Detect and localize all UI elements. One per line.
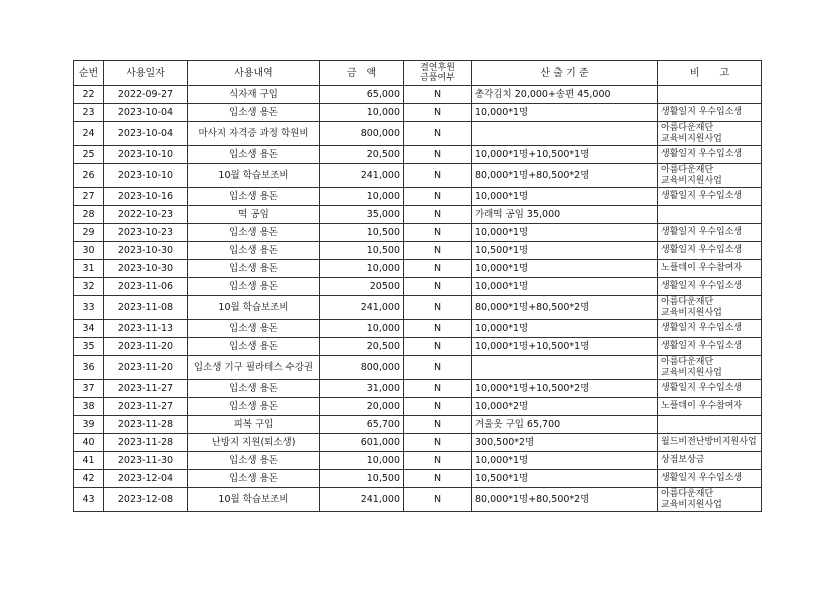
row-note-line1: 아름다운재단 xyxy=(661,164,714,175)
row-number: 22 xyxy=(74,86,104,104)
row-note-line2: 교육비지원사업 xyxy=(661,499,722,510)
row-description: 입소생 용돈 xyxy=(188,224,320,242)
row-sponsor-flag: N xyxy=(404,242,472,260)
row-amount: 31,000 xyxy=(320,380,404,398)
header-sponsor-line2: 금품여부 xyxy=(420,73,455,83)
row-sponsor-flag: N xyxy=(404,416,472,434)
row-note-line1: 아름다운재단 xyxy=(661,356,714,367)
row-sponsor-flag: N xyxy=(404,188,472,206)
row-date: 2022-09-27 xyxy=(104,86,188,104)
row-note-line1: 아름다운재단 xyxy=(661,122,714,133)
row-description: 입소생 용돈 xyxy=(188,278,320,296)
row-date: 2023-11-20 xyxy=(104,356,188,380)
table-row xyxy=(74,452,762,470)
table-row xyxy=(74,86,762,104)
row-sponsor-flag: N xyxy=(404,260,472,278)
row-amount: 35,000 xyxy=(320,206,404,224)
row-basis: 10,000*1명 xyxy=(472,452,658,470)
row-amount: 65,700 xyxy=(320,416,404,434)
row-number: 35 xyxy=(74,338,104,356)
table-row xyxy=(74,296,762,320)
row-note xyxy=(658,356,762,380)
row-description: 입소생 용돈 xyxy=(188,470,320,488)
row-sponsor-flag: N xyxy=(404,224,472,242)
row-amount: 10,500 xyxy=(320,470,404,488)
row-description: 식자재 구입 xyxy=(188,86,320,104)
row-number: 37 xyxy=(74,380,104,398)
header-amount: 금 액 xyxy=(320,61,404,86)
row-number: 23 xyxy=(74,104,104,122)
row-description: 입소생 용돈 xyxy=(188,320,320,338)
row-basis: 300,500*2명 xyxy=(472,434,658,452)
row-number: 33 xyxy=(74,296,104,320)
row-sponsor-flag: N xyxy=(404,434,472,452)
row-note-line2: 교육비지원사업 xyxy=(661,133,722,144)
row-date: 2023-11-20 xyxy=(104,338,188,356)
row-number: 26 xyxy=(74,164,104,188)
row-note: 노플데이 우수참여자 xyxy=(658,398,762,416)
row-amount: 10,000 xyxy=(320,320,404,338)
row-amount: 10,000 xyxy=(320,104,404,122)
row-sponsor-flag: N xyxy=(404,278,472,296)
row-basis: 10,000*1명 xyxy=(472,278,658,296)
table-row xyxy=(74,122,762,146)
table-row xyxy=(74,380,762,398)
row-number: 24 xyxy=(74,122,104,146)
row-date: 2023-10-10 xyxy=(104,164,188,188)
row-number: 27 xyxy=(74,188,104,206)
row-note-line1: 아름다운재단 xyxy=(661,296,714,307)
row-basis: 총각김치 20,000+송편 45,000 xyxy=(472,86,658,104)
header-date: 사용일자 xyxy=(104,61,188,86)
row-note: 생활일지 우수입소생 xyxy=(658,338,762,356)
header-no: 순번 xyxy=(74,61,104,86)
row-description: 입소생 용돈 xyxy=(188,188,320,206)
table-row xyxy=(74,488,762,512)
table-row xyxy=(74,206,762,224)
row-sponsor-flag: N xyxy=(404,146,472,164)
row-sponsor-flag: N xyxy=(404,206,472,224)
row-amount: 800,000 xyxy=(320,122,404,146)
row-amount: 10,500 xyxy=(320,224,404,242)
row-description: 입소생 용돈 xyxy=(188,380,320,398)
row-note: 생활일지 우수입소생 xyxy=(658,320,762,338)
row-date: 2023-12-04 xyxy=(104,470,188,488)
row-number: 29 xyxy=(74,224,104,242)
row-description: 입소생 용돈 xyxy=(188,146,320,164)
header-basis: 산 출 기 준 xyxy=(472,61,658,86)
row-number: 39 xyxy=(74,416,104,434)
header-row xyxy=(74,61,762,86)
row-note xyxy=(658,206,762,224)
table-row xyxy=(74,188,762,206)
row-note: 노플데이 우수참여자 xyxy=(658,260,762,278)
row-sponsor-flag: N xyxy=(404,86,472,104)
row-note: 월드비전난방비지원사업 xyxy=(658,434,762,452)
row-basis xyxy=(472,122,658,146)
row-note: 생활일지 우수입소생 xyxy=(658,242,762,260)
table-row xyxy=(74,260,762,278)
row-sponsor-flag: N xyxy=(404,452,472,470)
table-row xyxy=(74,416,762,434)
row-description: 입소생 용돈 xyxy=(188,260,320,278)
row-sponsor-flag: N xyxy=(404,320,472,338)
row-description: 10월 학습보조비 xyxy=(188,164,320,188)
row-date: 2023-11-28 xyxy=(104,416,188,434)
row-sponsor-flag: N xyxy=(404,338,472,356)
table-row xyxy=(74,434,762,452)
row-number: 43 xyxy=(74,488,104,512)
row-number: 31 xyxy=(74,260,104,278)
row-amount: 241,000 xyxy=(320,164,404,188)
table-row xyxy=(74,104,762,122)
table-row xyxy=(74,146,762,164)
row-basis: 10,000*1명 xyxy=(472,104,658,122)
row-amount: 800,000 xyxy=(320,356,404,380)
row-basis: 가래떡 공임 35,000 xyxy=(472,206,658,224)
row-description: 입소생 용돈 xyxy=(188,452,320,470)
row-basis: 10,000*1명 xyxy=(472,188,658,206)
row-description: 마사지 자격증 과정 학원비 xyxy=(188,122,320,146)
row-note xyxy=(658,122,762,146)
row-date: 2023-11-28 xyxy=(104,434,188,452)
row-number: 36 xyxy=(74,356,104,380)
row-date: 2023-11-27 xyxy=(104,398,188,416)
row-basis: 10,000*1명+10,500*2명 xyxy=(472,380,658,398)
row-basis: 10,000*1명+10,500*1명 xyxy=(472,338,658,356)
row-number: 40 xyxy=(74,434,104,452)
row-amount: 10,000 xyxy=(320,260,404,278)
row-sponsor-flag: N xyxy=(404,104,472,122)
table-row xyxy=(74,470,762,488)
table-row xyxy=(74,278,762,296)
row-amount: 20,500 xyxy=(320,338,404,356)
row-date: 2023-10-04 xyxy=(104,122,188,146)
row-amount: 241,000 xyxy=(320,296,404,320)
row-sponsor-flag: N xyxy=(404,164,472,188)
row-description: 입소생 용돈 xyxy=(188,242,320,260)
header-sponsor-line1: 결연후원 xyxy=(420,63,455,73)
row-date: 2023-10-10 xyxy=(104,146,188,164)
row-sponsor-flag: N xyxy=(404,122,472,146)
row-note: 생활일지 우수입소생 xyxy=(658,224,762,242)
row-note: 생활일지 우수입소생 xyxy=(658,104,762,122)
row-note xyxy=(658,296,762,320)
row-description: 10월 학습보조비 xyxy=(188,488,320,512)
row-note-line1: 아름다운재단 xyxy=(661,488,714,499)
expense-ledger-table xyxy=(73,60,762,512)
row-basis: 10,000*1명+10,500*1명 xyxy=(472,146,658,164)
row-date: 2023-11-08 xyxy=(104,296,188,320)
row-description: 떡 공임 xyxy=(188,206,320,224)
row-basis: 겨울옷 구입 65,700 xyxy=(472,416,658,434)
header-description: 사용내역 xyxy=(188,61,320,86)
row-sponsor-flag: N xyxy=(404,356,472,380)
row-basis xyxy=(472,356,658,380)
row-date: 2023-10-23 xyxy=(104,224,188,242)
table-row xyxy=(74,164,762,188)
row-description: 입소생 용돈 xyxy=(188,398,320,416)
ledger-body xyxy=(74,86,762,512)
row-number: 38 xyxy=(74,398,104,416)
row-note xyxy=(658,488,762,512)
row-description: 입소생 용돈 xyxy=(188,338,320,356)
row-amount: 20500 xyxy=(320,278,404,296)
row-amount: 10,000 xyxy=(320,188,404,206)
row-description: 입소생 용돈 xyxy=(188,104,320,122)
row-description: 난방지 지원(퇴소생) xyxy=(188,434,320,452)
row-number: 25 xyxy=(74,146,104,164)
row-basis: 80,000*1명+80,500*2명 xyxy=(472,296,658,320)
row-note-line2: 교육비지원사업 xyxy=(661,367,722,378)
row-number: 28 xyxy=(74,206,104,224)
row-date: 2023-11-06 xyxy=(104,278,188,296)
header-note: 비 고 xyxy=(658,61,762,86)
row-date: 2023-11-30 xyxy=(104,452,188,470)
row-sponsor-flag: N xyxy=(404,488,472,512)
row-number: 30 xyxy=(74,242,104,260)
row-basis: 10,000*2명 xyxy=(472,398,658,416)
row-basis: 10,000*1명 xyxy=(472,260,658,278)
row-note: 상점보상금 xyxy=(658,452,762,470)
row-note-line2: 교육비지원사업 xyxy=(661,175,722,186)
table-row xyxy=(74,398,762,416)
row-amount: 241,000 xyxy=(320,488,404,512)
row-number: 42 xyxy=(74,470,104,488)
row-date: 2023-10-30 xyxy=(104,260,188,278)
row-sponsor-flag: N xyxy=(404,398,472,416)
row-date: 2023-10-04 xyxy=(104,104,188,122)
row-date: 2022-10-23 xyxy=(104,206,188,224)
header-sponsor-flag xyxy=(404,61,472,86)
row-basis: 80,000*1명+80,500*2명 xyxy=(472,488,658,512)
row-amount: 20,500 xyxy=(320,146,404,164)
row-basis: 10,000*1명 xyxy=(472,224,658,242)
row-number: 41 xyxy=(74,452,104,470)
row-basis: 10,500*1명 xyxy=(472,470,658,488)
row-amount: 20,000 xyxy=(320,398,404,416)
row-date: 2023-10-16 xyxy=(104,188,188,206)
row-basis: 10,500*1명 xyxy=(472,242,658,260)
row-sponsor-flag: N xyxy=(404,296,472,320)
row-description: 10월 학습보조비 xyxy=(188,296,320,320)
row-note-line2: 교육비지원사업 xyxy=(661,307,722,318)
row-amount: 601,000 xyxy=(320,434,404,452)
row-note xyxy=(658,164,762,188)
row-basis: 80,000*1명+80,500*2명 xyxy=(472,164,658,188)
row-sponsor-flag: N xyxy=(404,470,472,488)
row-note: 생활일지 우수입소생 xyxy=(658,278,762,296)
row-amount: 65,000 xyxy=(320,86,404,104)
row-note: 생활일지 우수입소생 xyxy=(658,380,762,398)
row-note xyxy=(658,416,762,434)
row-note: 생활일지 우수입소생 xyxy=(658,470,762,488)
table-row xyxy=(74,224,762,242)
row-date: 2023-11-27 xyxy=(104,380,188,398)
row-number: 34 xyxy=(74,320,104,338)
row-note: 생활일지 우수입소생 xyxy=(658,188,762,206)
row-amount: 10,000 xyxy=(320,452,404,470)
row-date: 2023-10-30 xyxy=(104,242,188,260)
table-row xyxy=(74,356,762,380)
table-row xyxy=(74,242,762,260)
row-number: 32 xyxy=(74,278,104,296)
row-note xyxy=(658,86,762,104)
row-amount: 10,500 xyxy=(320,242,404,260)
row-description: 입소생 기구 필라테스 수강권 xyxy=(188,356,320,380)
table-row xyxy=(74,320,762,338)
row-sponsor-flag: N xyxy=(404,380,472,398)
table-row xyxy=(74,338,762,356)
row-basis: 10,000*1명 xyxy=(472,320,658,338)
row-date: 2023-12-08 xyxy=(104,488,188,512)
row-description: 피복 구입 xyxy=(188,416,320,434)
row-date: 2023-11-13 xyxy=(104,320,188,338)
row-note: 생활일지 우수입소생 xyxy=(658,146,762,164)
